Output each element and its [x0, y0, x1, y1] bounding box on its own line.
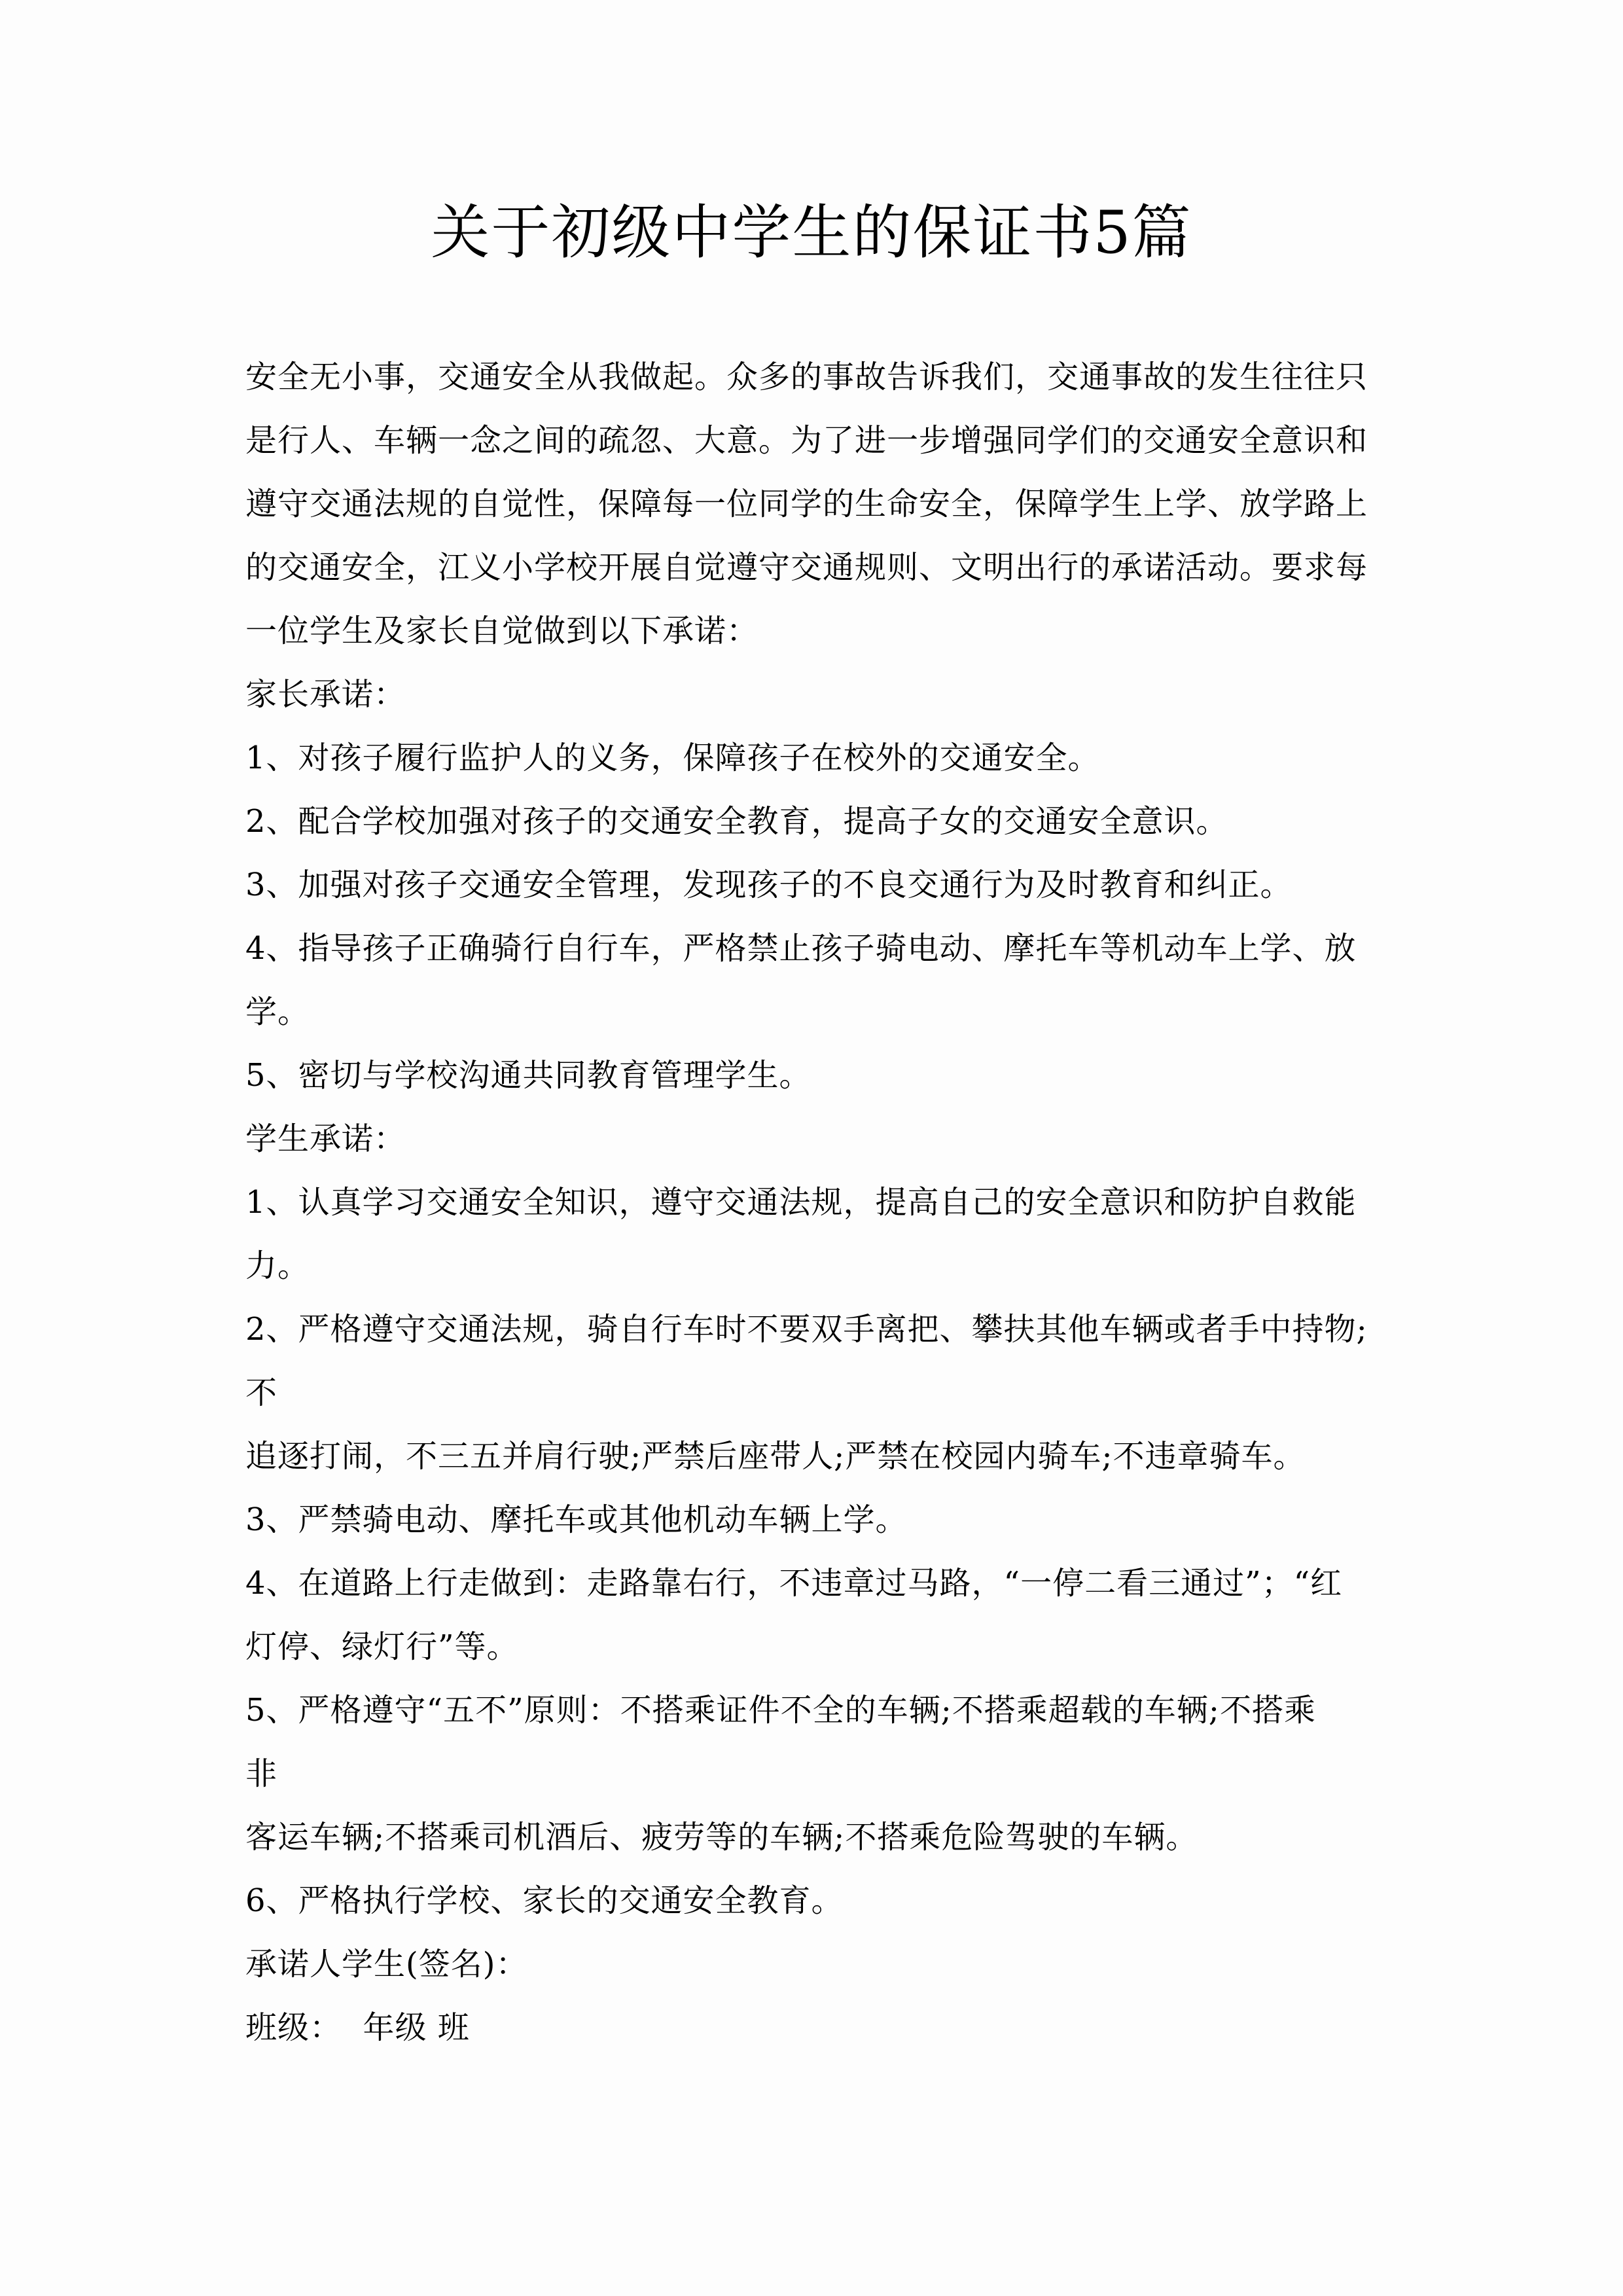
student-pledge-item-4-cont: 灯停、绿灯行”等。: [245, 1628, 519, 1665]
parent-pledge-item-5: 5、密切与学校沟通共同教育管理学生。: [245, 1057, 812, 1094]
parent-pledge-item-4: 4、指导孩子正确骑行自行车，严格禁止孩子骑电动、摩托车等机动车上学、放: [245, 930, 1357, 967]
student-pledge-item-1-cont: 力。: [245, 1247, 310, 1284]
student-pledge-item-2-cont-b: 追逐打闹，不三五并肩行驶;严禁后座带人;严禁在校园内骑车;不违章骑车。: [245, 1438, 1306, 1475]
intro-line-5: 一位学生及家长自觉做到以下承诺：: [245, 613, 759, 649]
student-pledge-item-3: 3、严禁骑电动、摩托车或其他机动车辆上学。: [245, 1501, 908, 1538]
class-line: 班级： 年级 班: [245, 2009, 470, 2046]
student-pledge-item-2: 2、严格遵守交通法规，骑自行车时不要双手离把、攀扶其他车辆或者手中持物;: [245, 1311, 1368, 1348]
parent-pledge-item-1: 1、对孩子履行监护人的义务，保障孩子在校外的交通安全。: [245, 740, 1100, 776]
intro-line-1: 安全无小事，交通安全从我做起。众多的事故告诉我们，交通事故的发生往往只: [245, 359, 1368, 395]
intro-line-2: 是行人、车辆一念之间的疏忽、大意。为了进一步增强同学们的交通安全意识和: [245, 422, 1368, 459]
student-pledge-item-5-cont-b: 客运车辆;不搭乘司机酒后、疲劳等的车辆;不搭乘危险驾驶的车辆。: [245, 1819, 1198, 1856]
student-pledge-item-5: 5、严格遵守“五不”原则：不搭乘证件不全的车辆;不搭乘超载的车辆;不搭乘: [245, 1692, 1316, 1729]
intro-line-4: 的交通安全，江义小学校开展自觉遵守交通规则、文明出行的承诺活动。要求每: [245, 549, 1368, 586]
parent-pledge-item-2: 2、配合学校加强对孩子的交通安全教育，提高子女的交通安全意识。: [245, 803, 1228, 840]
student-pledge-item-1: 1、认真学习交通安全知识，遵守交通法规，提高自己的安全意识和防护自救能: [245, 1184, 1357, 1221]
parent-pledge-heading: 家长承诺：: [245, 676, 406, 713]
student-pledge-item-2-cont-a: 不: [245, 1374, 278, 1411]
intro-line-3: 遵守交通法规的自觉性，保障每一位同学的生命安全，保障学生上学、放学路上: [245, 486, 1368, 522]
parent-pledge-item-4-cont: 学。: [245, 994, 310, 1030]
signature-line: 承诺人学生(签名)：: [245, 1946, 528, 1982]
student-pledge-heading: 学生承诺：: [245, 1121, 406, 1157]
student-pledge-item-6: 6、严格执行学校、家长的交通安全教育。: [245, 1882, 844, 1919]
student-pledge-item-5-cont-a: 非: [245, 1755, 278, 1792]
student-pledge-item-4: 4、在道路上行走做到：走路靠右行，不违章过马路，“一停二看三通过”；“红: [245, 1565, 1343, 1602]
document-body: [245, 346, 1384, 2060]
document-title: 关于初级中学生的保证书5篇: [431, 198, 1192, 267]
parent-pledge-item-3: 3、加强对孩子交通安全管理，发现孩子的不良交通行为及时教育和纠正。: [245, 867, 1293, 903]
